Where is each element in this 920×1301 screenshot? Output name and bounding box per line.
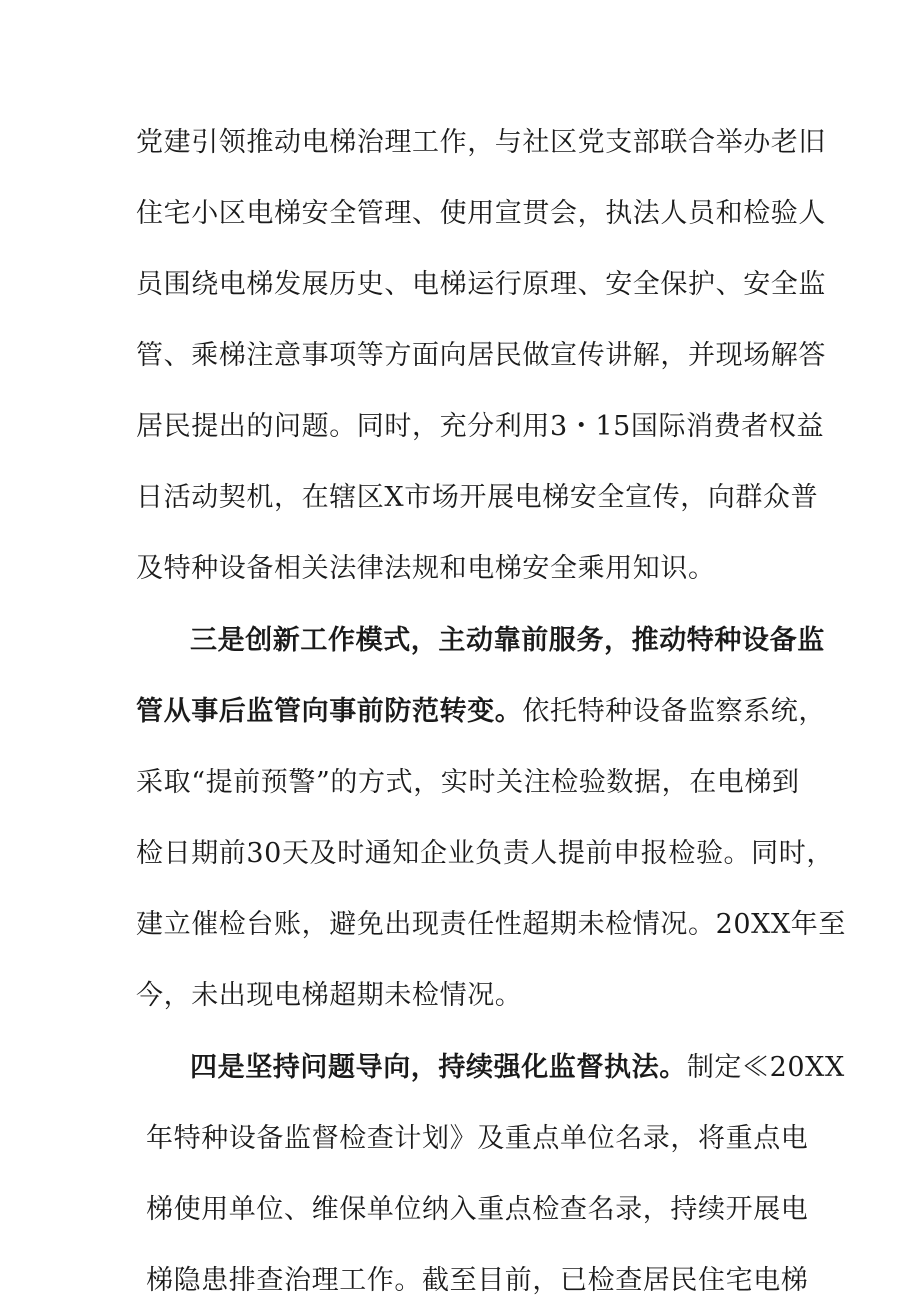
line-text: 管、乘梯注意事项等方面向居民做宣传讲解，并现场解答 xyxy=(136,340,826,371)
paragraph-2-line-1 xyxy=(190,624,825,658)
paragraph-1-line-7 xyxy=(136,552,796,586)
paragraph-3-line-4 xyxy=(146,1264,809,1298)
line-text: 员围绕电梯发展历史、电梯运行原理、安全保护、安全监 xyxy=(136,269,826,300)
line-text: 依托特种设备监察系统， xyxy=(522,696,827,727)
line-text: 采取“提前预警”的方式，实时关注检验数据，在电梯到 xyxy=(136,767,800,798)
paragraph-2-line-3 xyxy=(136,766,800,800)
paragraph-1-line-1 xyxy=(136,126,826,160)
paragraph-3-line-2 xyxy=(146,1122,809,1156)
paragraph-1-line-4 xyxy=(136,339,826,373)
line-text: 梯隐患排查治理工作。截至目前，已检查居民住宅电梯 xyxy=(146,1265,809,1296)
paragraph-1-line-2 xyxy=(136,197,826,231)
line-text: 检日期前30天及时通知企业负责人提前申报检验。同时， xyxy=(136,838,834,869)
paragraph-2-line-6 xyxy=(136,979,796,1013)
line-text: 制定≪20XX xyxy=(686,1052,845,1083)
paragraph-2-line-5 xyxy=(136,908,846,942)
paragraph-2-line-2 xyxy=(136,695,827,729)
paragraph-heading: 四是坚持问题导向，持续强化监督执法。 xyxy=(190,1052,687,1083)
paragraph-1-line-3 xyxy=(136,268,826,302)
line-text: 日活动契机，在辖区X市场开展电梯安全宣传，向群众普 xyxy=(136,482,819,513)
paragraph-heading: 管从事后监管向事前防范转变。 xyxy=(136,696,523,727)
line-text: 建立催检台账，避免出现责任性超期未检情况。20XX年至 xyxy=(136,909,846,940)
line-text: 梯使用单位、维保单位纳入重点检查名录，持续开展电 xyxy=(146,1194,809,1225)
line-text: 党建引领推动电梯治理工作，与社区党支部联合举办老旧 xyxy=(136,127,826,158)
paragraph-2-line-4 xyxy=(136,837,834,871)
paragraph-3-line-1 xyxy=(190,1051,845,1085)
line-text: 今，未出现电梯超期未检情况。 xyxy=(136,980,523,1011)
paragraph-1-line-6 xyxy=(136,481,819,515)
paragraph-heading: 三是创新工作模式，主动靠前服务，推动特种设备监 xyxy=(190,625,825,656)
line-text: 年特种设备监督检查计划》及重点单位名录，将重点电 xyxy=(146,1123,809,1154)
line-text: 居民提出的问题。同时，充分利用3・15国际消费者权益 xyxy=(136,411,825,442)
line-text: 住宅小区电梯安全管理、使用宣贯会，执法人员和检验人 xyxy=(136,198,826,229)
paragraph-1-line-5 xyxy=(136,410,825,444)
paragraph-3-line-3 xyxy=(146,1193,809,1227)
line-text: 及特种设备相关法律法规和电梯安全乘用知识。 xyxy=(136,553,716,584)
